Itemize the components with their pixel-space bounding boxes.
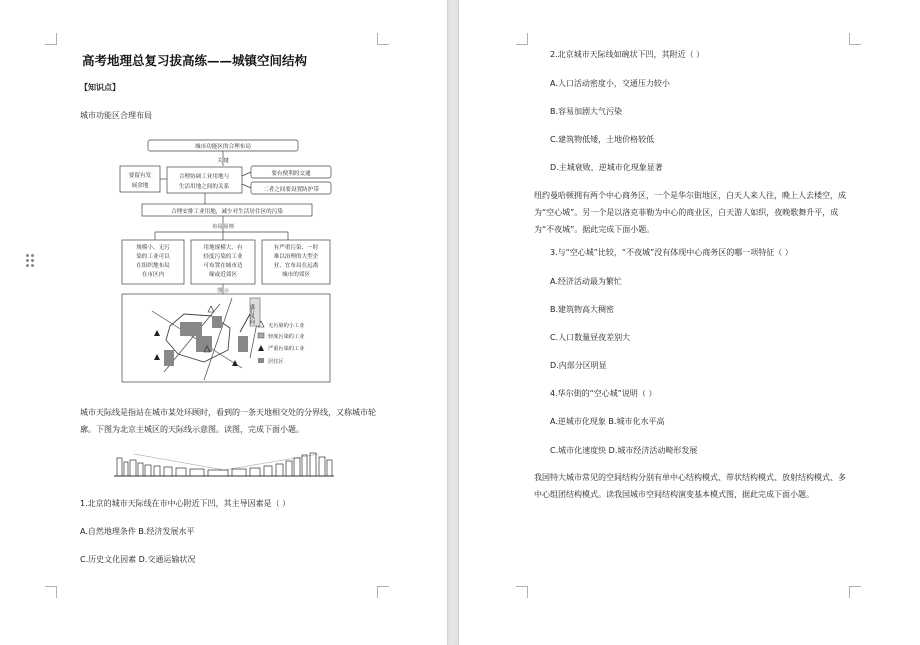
svg-text:图 示: 图 示	[217, 288, 229, 294]
question-2: 2.北京城市天际线如碗状下凹，其附近（ ）	[550, 50, 705, 59]
question-3-option-a: A.经济活动最为繁忙	[550, 277, 622, 286]
margin-corner-top-right	[377, 33, 389, 45]
svg-text:二者之间要设置防护带: 二者之间要设置防护带	[263, 187, 319, 193]
svg-text:在组织地布局: 在组织地布局	[136, 263, 170, 269]
svg-text:轻度污染的工业: 轻度污染的工业	[203, 254, 243, 260]
question-3-option-b: B.建筑物高大稠密	[550, 305, 615, 314]
svg-text:用地规模大、有: 用地规模大、有	[203, 245, 243, 251]
legend-item: 无污染的小工业	[268, 323, 305, 329]
paragraph-skyline: 城市天际线是指站在城市某处环顾时，看到的一条天地相交处的分界线，又称城市轮廓。下图为北京主城区的天际线示意图。读图，完成下面小题。	[80, 408, 376, 434]
svg-text:盛行风向: 盛行风向	[249, 304, 255, 324]
margin-corner-bottom-right	[377, 586, 389, 598]
beijing-skyline-figure	[114, 450, 334, 478]
paragraph-spatial-structure: 我国特大城市常见的空间结构分别有单中心结构模式、带状结构模式、放射结构模式、多中心组团结构模式。读我国城市空间结构演变基本模式图，据此完成下面小题。	[534, 473, 846, 499]
question-3-option-c: C.人口数量昼夜差别大	[550, 333, 631, 342]
question-1: 1.北京的城市天际线在市中心附近下凹，其主导因素是（ ）	[80, 499, 291, 508]
document-title: 高考地理总复习拔高练——城镇空间结构	[82, 53, 308, 68]
question-2-option-a: A.人口活动密度小，交通压力较小	[550, 79, 670, 88]
margin-corner-bottom-left	[516, 586, 528, 598]
question-1-options-cd: C.历史文化因素 D.交通运输状况	[80, 555, 196, 564]
legend	[258, 321, 305, 365]
question-2-option-b: B.容易加剧大气污染	[550, 107, 623, 116]
margin-corner-bottom-left	[45, 586, 57, 598]
legend-item: 严重污染的工业	[268, 346, 305, 352]
question-4-options-cd: C.城市化速度快 D.城市经济活动畸形发展	[550, 446, 698, 455]
question-2-option-c: C.建筑物低矮，土地价格较低	[550, 135, 655, 144]
svg-text:城市功能区的合理布局: 城市功能区的合理布局	[195, 144, 251, 150]
drag-handle-icon[interactable]	[26, 254, 36, 268]
question-3: 3.与“空心城”比较，“不夜城”没有体现中心商务区的哪一项特征（ ）	[550, 248, 793, 257]
svg-text:在市区内: 在市区内	[141, 272, 165, 278]
svg-text:难以治理的大型企: 难以治理的大型企	[273, 254, 319, 260]
paragraph-manhattan: 纽约曼哈顿拥有两个中心商务区，一个是华尔街地区，白天人来人往，晚上人去楼空，成为“空心城”。另一个是以洛克菲勒为中心的商业区，白天游人如织，夜晚歌舞升平，成为“不夜城”。据此完成下面小题。	[534, 191, 846, 234]
question-3-option-d: D.内部分区明显	[550, 361, 607, 370]
svg-text:生活用地之间的关系: 生活用地之间的关系	[178, 184, 230, 190]
svg-text:规模小、无污: 规模小、无污	[136, 245, 170, 251]
svg-text:有严重污染、一时: 有严重污染、一时	[273, 245, 319, 251]
svg-text:可布置在城市边: 可布置在城市边	[203, 263, 243, 269]
svg-text:展余地: 展余地	[131, 183, 149, 189]
margin-corner-top-right	[849, 33, 861, 45]
knowledge-label: 【知识点】	[80, 83, 120, 92]
svg-text:城市的郊区: 城市的郊区	[282, 272, 310, 278]
svg-text:合理协调工业用地与: 合理协调工业用地与	[178, 174, 230, 180]
question-2-option-d: D.主城衰败，逆城市化现象显著	[550, 163, 663, 172]
question-1-options-ab: A.自然地理条件 B.经济发展水平	[80, 527, 195, 536]
question-4-options-ab: A.逆城市化现象 B.城市化水平高	[550, 417, 665, 426]
question-4: 4.华尔街的“空心城”说明（ ）	[550, 389, 657, 398]
svg-text:布局 原则: 布局 原则	[212, 224, 234, 230]
urban-function-layout-diagram	[112, 136, 334, 384]
document-page-right	[459, 0, 920, 645]
svg-text:要留有发: 要留有发	[128, 173, 152, 179]
svg-text:关 键: 关 键	[217, 158, 229, 164]
legend-item: 居住区	[268, 359, 284, 365]
legend-item: 轻度污染的工业	[268, 334, 305, 340]
svg-text:缘或近郊区: 缘或近郊区	[209, 272, 237, 278]
svg-text:业，宜布局在远离: 业，宜布局在远离	[273, 263, 319, 269]
section-label: 城市功能区合理布局	[80, 111, 152, 120]
prevailing-wind-label	[240, 298, 260, 332]
margin-corner-top-left	[45, 33, 57, 45]
margin-corner-top-left	[516, 33, 528, 45]
margin-corner-bottom-right	[849, 586, 861, 598]
svg-text:染的工业可以: 染的工业可以	[136, 254, 170, 260]
document-page-left	[0, 0, 447, 645]
svg-text:合理安排工业用地，减少对生活居住区的污染: 合理安排工业用地，减少对生活居住区的污染	[171, 209, 283, 215]
svg-text:要有便利的交通: 要有便利的交通	[271, 171, 311, 177]
